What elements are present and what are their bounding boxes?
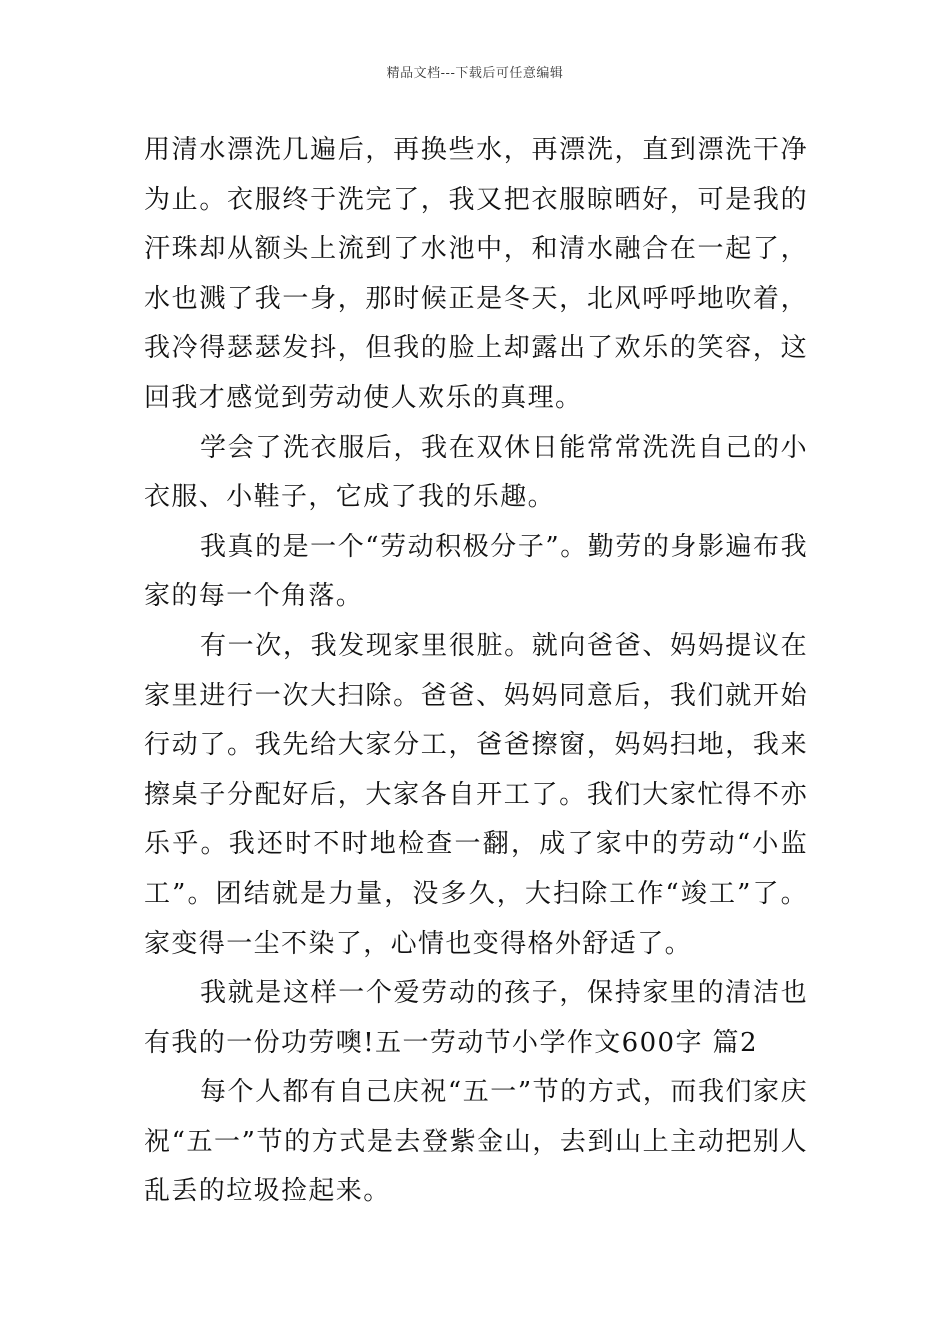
paragraph-5: 我就是这样一个爱劳动的孩子，保持家里的清洁也有我的一份功劳噢!五一劳动节小学作文600字 篇2 xyxy=(144,978,808,1058)
paragraph-1: 用清水漂洗几遍后，再换些水，再漂洗，直到漂洗干净为止。衣服终于洗完了，我又把衣服晾晒好，可是我的汗珠却从额头上流到了水池中，和清水融合在一起了，水也溅了我一身，那时候正是冬天，北风呼呼地吹着，我冷得瑟瑟发抖，但我的脸上却露出了欢乐的笑容，这回我才感觉到劳动使人欢乐的真理。 xyxy=(144,135,808,413)
paragraph-3: 我真的是一个“劳动积极分子”。勤劳的身影遍布我家的每一个角落。 xyxy=(144,531,808,612)
paragraph-6: 每个人都有自己庆祝“五一”节的方式，而我们家庆祝“五一”节的方式是去登紫金山，去到山上主动把别人乱丢的垃圾捡起来。 xyxy=(144,1077,808,1207)
paragraph-4: 有一次，我发现家里很脏。就向爸爸、妈妈提议在家里进行一次大扫除。爸爸、妈妈同意后，我们就开始行动了。我先给大家分工，爸爸擦窗，妈妈扫地，我来擦桌子分配好后，大家各自开工了。我们大家忙得不亦乐乎。我还时不时地检查一翻，成了家中的劳动“小监工”。团结就是力量，没多久，大扫除工作“竣工”了。家变得一尘不染了，心情也变得格外舒适了。 xyxy=(144,630,808,959)
page-header: 精品文档---下载后可任意编辑 xyxy=(386,66,564,81)
document-body xyxy=(144,126,808,1217)
paragraph-2: 学会了洗衣服后，我在双休日能常常洗洗自己的小衣服、小鞋子，它成了我的乐趣。 xyxy=(144,432,808,513)
